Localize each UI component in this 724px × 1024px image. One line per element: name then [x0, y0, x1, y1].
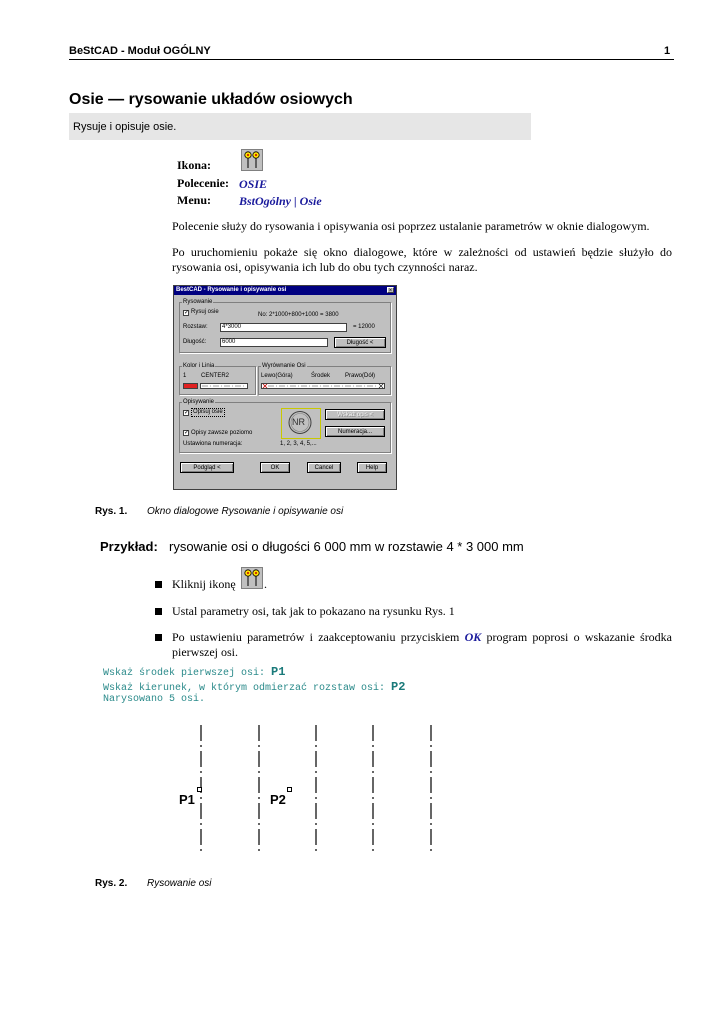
bullet-marker [155, 581, 162, 588]
step-2-text: Ustal parametry osi, tak jak to pokazano na rysunku Rys. 1 [172, 604, 455, 618]
numbering-value: 1, 2, 3, 4, 5,... [280, 441, 317, 447]
axes-tool-icon [241, 149, 263, 171]
header-rule [69, 59, 674, 60]
command-line-2-input: P2 [391, 680, 406, 694]
point-label-p2: P2 [270, 792, 286, 807]
numbering-label: Ustawiona numeracja: [183, 441, 243, 447]
group-rysowanie-label: Rysowanie [183, 299, 213, 305]
menu-label: Menu: [177, 193, 211, 207]
figure2-caption: Rysowanie osi [147, 878, 212, 889]
formula-text: No: 2*1000+800+1000 = 3800 [258, 312, 339, 318]
example-text: rysowanie osi o długości 6 000 mm w rozstawie 4 * 3 000 mm [169, 539, 524, 554]
step-1-suffix: . [264, 577, 267, 591]
point-marker-p1 [198, 788, 202, 792]
step-3-after: program poprosi o wskazanie środka pierwszej osi. [172, 630, 673, 659]
paragraph-1: Polecenie służy do rysowania i opisywania osi poprzez ustalanie parametrów w oknie dialogowym. [172, 219, 650, 233]
group-wyrownanie [258, 366, 391, 395]
step-1 [172, 577, 236, 592]
help-button[interactable]: Help [357, 462, 387, 473]
step-3-highlight: OK [464, 630, 482, 644]
group-kolor-label: Kolor i Linia [183, 363, 215, 369]
header-title: BeStCAD - Moduł OGÓLNY [69, 45, 211, 57]
chk-rysuj-osie[interactable]: ✓ [184, 310, 190, 316]
command-value: OSIE [239, 177, 268, 191]
color-index: 1 [183, 373, 187, 379]
paragraph-2: Po uruchomieniu pokaże się okno dialogowe, które w zależności od ustawień będzie służyło do rysowania osi, opisywania ich lub do obu tych czynności naraz. [172, 245, 672, 274]
figure1-caption: Okno dialogowe Rysowanie i opisywanie osi [147, 506, 344, 517]
bullet-marker [155, 634, 162, 641]
dlugosc-input[interactable]: 6000 [220, 338, 328, 347]
page-number: 1 [664, 45, 671, 57]
linetype-name: CENTER2 [201, 373, 230, 379]
close-icon[interactable]: × [388, 288, 393, 294]
wskaz-opis-button[interactable]: Wskaż opis < [325, 409, 385, 420]
group-opisywanie-label: Opisywanie [183, 399, 215, 405]
dlugosc-label: Długość: [183, 339, 207, 345]
step-1-text: Kliknij ikonę [172, 577, 236, 591]
figure1-number: Rys. 1. [95, 506, 128, 517]
command-line-3-prompt: Narysowano 5 osi. [103, 694, 206, 705]
command-line-2 [103, 681, 405, 695]
chk-rysuj-label: Rysuj osie [191, 309, 219, 315]
section-title: Osie — rysowanie układów osiowych [69, 91, 353, 108]
chk-poziomo-label: Opisy zawsze poziomo [191, 430, 253, 436]
axes-drawing [170, 720, 450, 860]
dlugosc-button[interactable]: Długość < [334, 337, 386, 348]
rozstaw-input[interactable]: 4*3000 [220, 323, 347, 332]
menu-value: BstOgólny | Osie [239, 194, 322, 208]
numeracja-button[interactable]: Numeracja... [325, 426, 385, 437]
group-kolor [179, 366, 256, 395]
align-right-label[interactable]: Prawo(Dół) [345, 373, 376, 379]
step-3-before: Po ustawieniu parametrów i zaakceptowaniu przyciskiem [172, 630, 460, 644]
command-line-1-prompt: Wskaż środek pierwszej osi: [103, 668, 272, 679]
cancel-button[interactable]: Cancel [307, 462, 341, 473]
group-wyrownanie-label: Wyrównanie Osi [262, 363, 306, 369]
align-mid-label[interactable]: Środek [311, 373, 331, 379]
command-line-2-prompt: Wskaż kierunek, w którym odmierzać rozstaw osi: [103, 683, 392, 694]
command-line-1 [103, 666, 285, 680]
figure2-number: Rys. 2. [95, 878, 128, 889]
command-line-3 [103, 694, 205, 706]
nr-symbol: NR [292, 417, 305, 427]
linetype-preview[interactable] [200, 383, 248, 389]
icon-label: Ikona: [177, 158, 212, 172]
point-label-p1: P1 [179, 792, 195, 807]
bullet-marker [155, 608, 162, 615]
dialog-title: BestCAD - Rysowanie i opisywanie osi [174, 286, 396, 295]
ok-button[interactable]: OK [260, 462, 290, 473]
example-label: Przykład: [100, 539, 158, 554]
align-left-label[interactable]: Lewo(Góra) [261, 373, 293, 379]
chk-poziomo[interactable]: ✓ [184, 430, 190, 436]
dialog-window [173, 285, 397, 490]
chk-opisuj-osie[interactable]: ✓ [184, 410, 190, 416]
point-marker-p2 [288, 788, 292, 792]
command-label: Polecenie: [177, 176, 229, 190]
command-line-1-input: P1 [271, 665, 286, 679]
color-swatch[interactable] [183, 383, 198, 389]
rozstaw-total: = 12000 [353, 324, 375, 330]
summary-text: Rysuje i opisuje osie. [73, 121, 177, 133]
podglad-button[interactable]: Podgląd < [180, 462, 234, 473]
step-3 [172, 630, 672, 660]
axes-tool-icon [241, 567, 263, 589]
align-slider[interactable] [261, 383, 385, 389]
rozstaw-label: Rozstaw: [183, 324, 208, 330]
chk-opisuj-label: Opisuj osie [193, 409, 223, 415]
